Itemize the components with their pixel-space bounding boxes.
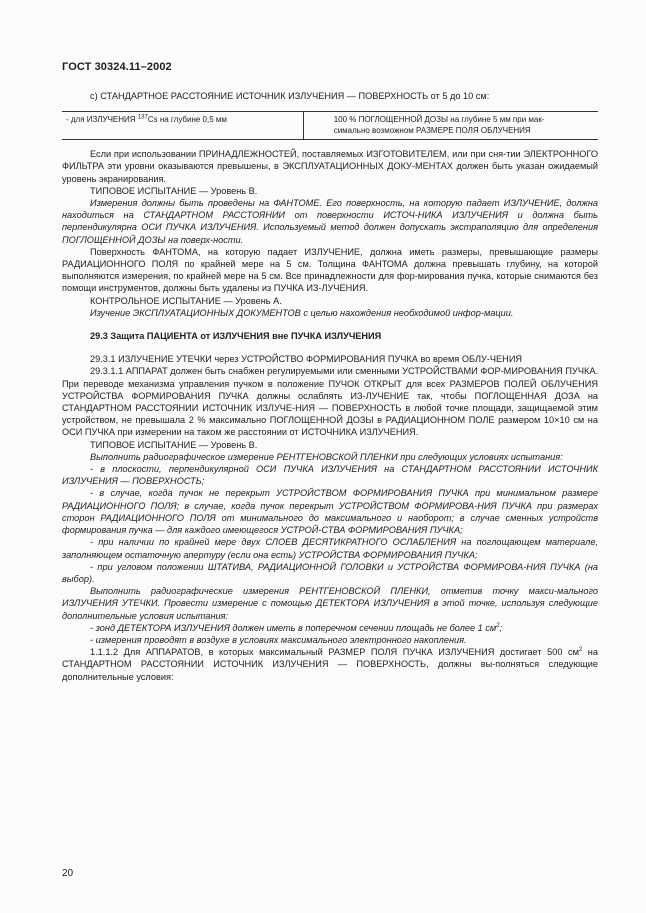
unit-exponent: 2 — [496, 622, 500, 629]
paragraph-1-1-1-2 — [62, 646, 598, 683]
paragraph-type-test-b: ТИПОВОЕ ИСПЫТАНИЕ — Уровень В. — [90, 185, 258, 196]
list-item-perpendicular-plane: - в плоскости, перпендикулярной ОСИ ПУЧКА ИЗЛУЧЕНИЯ на СТАНДАРТНОМ РАССТОЯНИИ ИСТОЧНИК ИЗЛУЧЕНИЯ — ПОВЕРХНОСТЬ; — [62, 464, 598, 487]
unit-exponent-2: 2 — [578, 647, 583, 654]
section-heading-29-3: 29.3 Защита ПАЦИЕНТА от ИЗЛУЧЕНИЯ вне ПУЧКА ИЗЛУЧЕНИЯ — [90, 331, 382, 342]
document-code-header: ГОСТ 30324.11–2002 — [62, 61, 172, 73]
cell-text-pre: - для ИЗЛУЧЕНИЯ — [66, 115, 138, 125]
paragraph-control-test-a: КОНТРОЛЬНОЕ ИСПЫТАНИЕ — Уровень А. — [90, 295, 282, 306]
paragraph-accessories-note: Если при использовании ПРИНАДЛЕЖНОСТЕЙ, поставляемых ИЗГОТОВИТЕЛЕМ, или при сня-тии ЭЛЕКТРОННОГО ФИЛЬТРА эти уровни оказываются превышены, в ЭКСПЛУАТАЦИОННЫХ ДОКУ-МЕНТАХ должен быть указан ожидаемый уровень экранирования. — [62, 149, 598, 184]
paragraph-leakage-measurement: Выполнить радиографические измерения РЕНТГЕНОВСКОЙ ПЛЕНКИ, отметив точку макси-мального ИЗЛУЧЕНИЯ УТЕЧКИ. Провести измерение с помощью ДЕТЕКТОРА ИЗЛУЧЕНИЯ в этой точке, используя следующие дополнительные условия испытания: — [62, 586, 598, 621]
paragraph-phantom-surface: Поверхность ФАНТОМА, на которую падает ИЗЛУЧЕНИЕ, должна иметь размеры, превышающие размеры РАДИАЦИОННОГО ПОЛЯ по крайней мере на 5 см. Толщина ФАНТОМА должна превышать глубину, на которой выполняются измерения, по крайней мере на 5 см. Все принадлежности для фор-мирования пучка, которые снимаются без помощи инструментов, должны быть удалены из ПУЧКА ИЗ-ЛУЧЕНИЯ. — [62, 246, 598, 294]
clause-text-pre: 1.1.1.2 Для АППАРАТОВ, в которых максимальный РАЗМЕР ПОЛЯ ПУЧКА ИЗЛУЧЕНИЯ достигает 500 см — [90, 647, 579, 658]
list-item-air-measurement: - измерения проводят в воздухе в условиях максимального электронного накопления. — [90, 634, 467, 645]
cell-line-2: симально возможном РАЗМЕРЕ ПОЛЯ ОБЛУЧЕНИЯ — [333, 125, 531, 135]
cell-text-post: Cs на глубине 0,5 мм — [147, 115, 227, 125]
paragraph-type-test-b-2: ТИПОВОЕ ИСПЫТАНИЕ — Уровень В. — [90, 439, 258, 450]
table-cell-dose-condition — [303, 112, 598, 140]
list-item-detector-probe — [62, 622, 598, 634]
list-item-angular-position: - при угловом положении ШТАТИВА, РАДИАЦИОННОЙ ГОЛОВКИ и УСТРОЙСТВА ФОРМИРОВА-НИЯ ПУЧКА (на выбор). — [62, 561, 598, 584]
paragraph-phantom-measurement: Измерения должны быть проведены на ФАНТОМЕ. Его поверхность, на которую падает ИЗЛУЧЕНИЕ, должна находиться на СТАНДАРТНОМ РАССТОЯНИИ от поверхности ИСТОЧ-НИКА ИЗЛУЧЕНИЯ и должна быть перпендикулярна ОСИ ПУЧКА ИЗЛУЧЕНИЯ. Используемый метод должен допускать экстраполяцию для определения ПОГЛОЩЕННОЙ ДОЗЫ на поверх-ности. — [62, 198, 598, 245]
table-row — [62, 112, 598, 140]
clause-text-post: на СТАНДАРТНОМ РАССТОЯНИИ ИСТОЧНИК ИЗЛУЧЕНИЯ — ПОВЕРХНОСТЬ, должны вы-полняться следующие дополнительные условия: — [62, 647, 598, 682]
document-body — [62, 90, 598, 683]
isotope-mass-number: 137 — [137, 114, 148, 121]
item-c-standard-distance: c) СТАНДАРТНОЕ РАССТОЯНИЕ ИСТОЧНИК ИЗЛУЧЕНИЯ — ПОВЕРХНОСТЬ от 5 до 10 см: — [90, 91, 490, 101]
paragraph-film-measurement: Выполнить радиографическое измерение РЕНТГЕНОВСКОЙ ПЛЕНКИ при следующих условиях испытания: — [90, 451, 563, 462]
list-item-beam-cases: - в случае, когда пучок не перекрыт УСТРОЙСТВОМ ФОРМИРОВАНИЯ ПУЧКА при минимальном размере РАДИАЦИОННОГО ПОЛЯ; в случае, когда пучок перекрыт УСТРОЙСТВОМ ФОРМИРОВА-НИЯ ПУЧКА при размерах сторон РАДИАЦИОННОГО ПОЛЯ от минимального до максимального и наоборот; в случае сменных устройств формирования пучка — для каждого имеющегося УСТРОЙ-СТВА ФОРМИРОВАНИЯ ПУЧКА; — [62, 488, 598, 536]
paragraph-29-3-1-1: 29.3.1.1 АППАРАТ должен быть снабжен регулируемыми или сменными УСТРОЙСТВАМИ ФОР-МИРОВАНИЯ ПУЧКА. При переводе механизма управления пучком в положение ПУЧОК ОТКРЫТ для всех РАЗМЕРОВ ПОЛЕЙ ОБЛУЧЕНИЯ УСТРОЙСТВА ФОРМИРОВАНИЯ ПУЧКА должны ослаблять ИЗ-ЛУЧЕНИЕ так, чтобы ПОГЛОЩЕННАЯ ДОЗА на СТАНДАРТНОМ РАССТОЯНИИ ИСТОЧНИК ИЗЛУЧЕ-НИЯ — ПОВЕРХНОСТЬ в любой точке площади, защищаемой этим устройством, не превышала 2 % максимально ПОГЛОЩЕННОЙ ДОЗЫ в РАДИАЦИОННОМ ПОЛЕ размером 10×10 см на ОСИ ПУЧКА при измерении на таком же расстоянии от ИСТОЧНИКА ИЗЛУЧЕНИЯ. — [62, 366, 598, 438]
cell-line-1: 100 % ПОГЛОЩЕННОЙ ДОЗЫ на глубине 5 мм при мак- — [333, 115, 545, 125]
page-number: 20 — [62, 868, 74, 879]
dose-requirements-table — [62, 111, 598, 140]
paragraph-29-3-1: 29.3.1 ИЗЛУЧЕНИЕ УТЕЧКИ через УСТРОЙСТВО ФОРМИРОВАНИЯ ПУЧКА во время ОБЛУ-ЧЕНИЯ — [90, 354, 523, 365]
list-item-attenuation-layers: - при наличии по крайней мере двух СЛОЕВ ДЕСЯТИКРАТНОГО ОСЛАБЛЕНИЯ на поглощающем материале, заполняющем остаточную апертуру (если она есть) УСТРОЙСТВА ФОРМИРОВАНИЯ ПУЧКА; — [62, 537, 598, 560]
probe-text-end: ; — [499, 622, 503, 633]
paragraph-docs-study: Изучение ЭКСПЛУАТАЦИОННЫХ ДОКУМЕНТОВ с целью нахождения необходимой инфор-мации. — [90, 307, 514, 318]
probe-text: - зонд ДЕТЕКТОРА ИЗЛУЧЕНИЯ должен иметь в поперечном сечении площадь не более 1 см — [90, 622, 497, 633]
table-cell-radiation-type — [62, 112, 303, 140]
